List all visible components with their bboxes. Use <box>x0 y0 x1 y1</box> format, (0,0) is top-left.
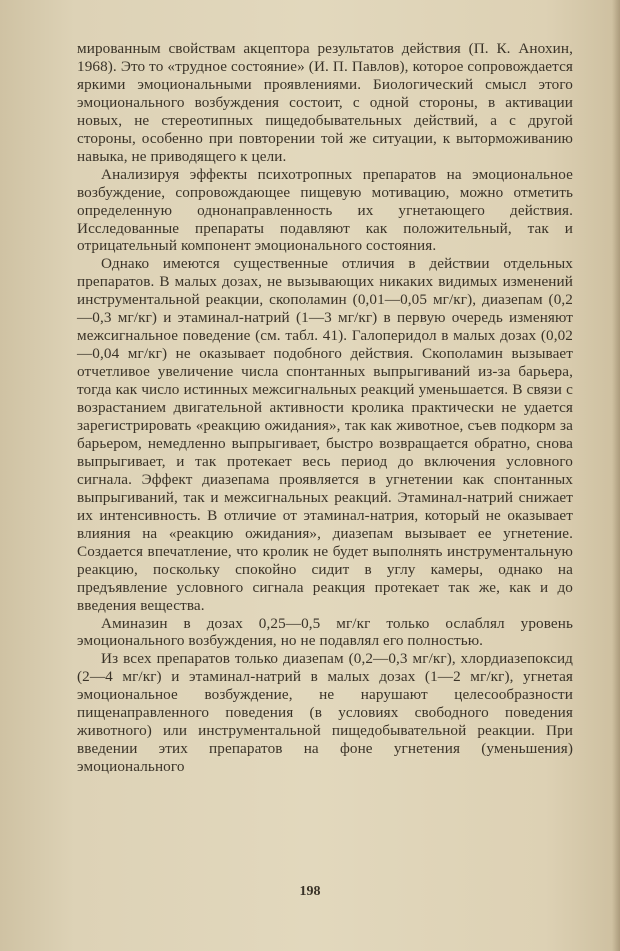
body-text <box>77 40 573 776</box>
paragraph-3: Однако имеются существенные отличия в действии отдельных препаратов. В малых дозах, не вызывающих никаких видимых изменений инструментальной реакции, скополамин (0,01—0,05 мг/кг), диазепам (0,2—0,3 мг/кг) и этаминал-натрий (1—3 мг/кг) в первую очередь изменяют межсигнальное поведение (см. табл. 41). Галоперидол в малых дозах (0,02—0,04 мг/кг) не оказывает подобного действия. Скополамин вызывает отчетливое увеличение числа спонтанных выпрыгиваний из-за барьера, тогда как число истинных межсигнальных реакций уменьшается. В связи с возрастанием двигательной активности кролика практически не удается зарегистрировать «реакцию ожидания», так как животное, съев подкорм за барьером, немедленно выпрыгивает, быстро возвращается обратно, снова выпрыгивает, и так протекает весь период до включения условного сигнала. Эффект диазепама проявляется в угнетении как спонтанных выпрыгиваний, так и межсигнальных реакций. Этаминал-натрий снижает их интенсивность. В отличие от этаминал-натрия, который не оказывает влияния на «реакцию ожидания», диазепам вызывает ее угнетение. Создается впечатление, что кролик не будет выполнять инструментальную реакцию, поскольку спокойно сидит в углу камеры, однако на предъявление условного сигнала реакция протекает так же, как и до введения вещества. <box>77 255 573 614</box>
paragraph-1: мированным свойствам акцептора результатов действия (П. К. Анохин, 1968). Это то «трудное состояние» (И. П. Павлов), которое сопровождается яркими эмоциональными проявлениями. Биологический смысл этого эмоционального возбуждения состоит, с одной стороны, в активации новых, не стереотипных пищедобывательных действий, а с другой стороны, особенно при повторении той же ситуации, к выторможиванию навыка, не приводящего к цели. <box>77 40 573 165</box>
page-edge-shadow <box>612 0 620 951</box>
paragraph-2: Анализируя эффекты психотропных препаратов на эмоциональное возбуждение, сопровождающее пищевую мотивацию, можно отметить определенную однонаправленность их угнетающего действия. Исследованные препараты подавляют как положительный, так и отрицательный компонент эмоционального состояния. <box>77 165 573 255</box>
paragraph-4: Аминазин в дозах 0,25—0,5 мг/кг только ослаблял уровень эмоционального возбуждения, но не подавлял его полностью. <box>77 614 573 650</box>
paragraph-5: Из всех препаратов только диазепам (0,2—0,3 мг/кг), хлордиазепоксид (2—4 мг/кг) и этаминал-натрий в малых дозах (1—2 мг/кг), угнетая эмоциональное возбуждение, не нарушают целесообразности пищенаправленного поведения (в условиях свободного поведения животного) или инструментальной пищедобывательной реакции. При введении этих препаратов на фоне угнетения (уменьшения) эмоционального <box>77 650 573 776</box>
page-number: 198 <box>299 884 321 899</box>
